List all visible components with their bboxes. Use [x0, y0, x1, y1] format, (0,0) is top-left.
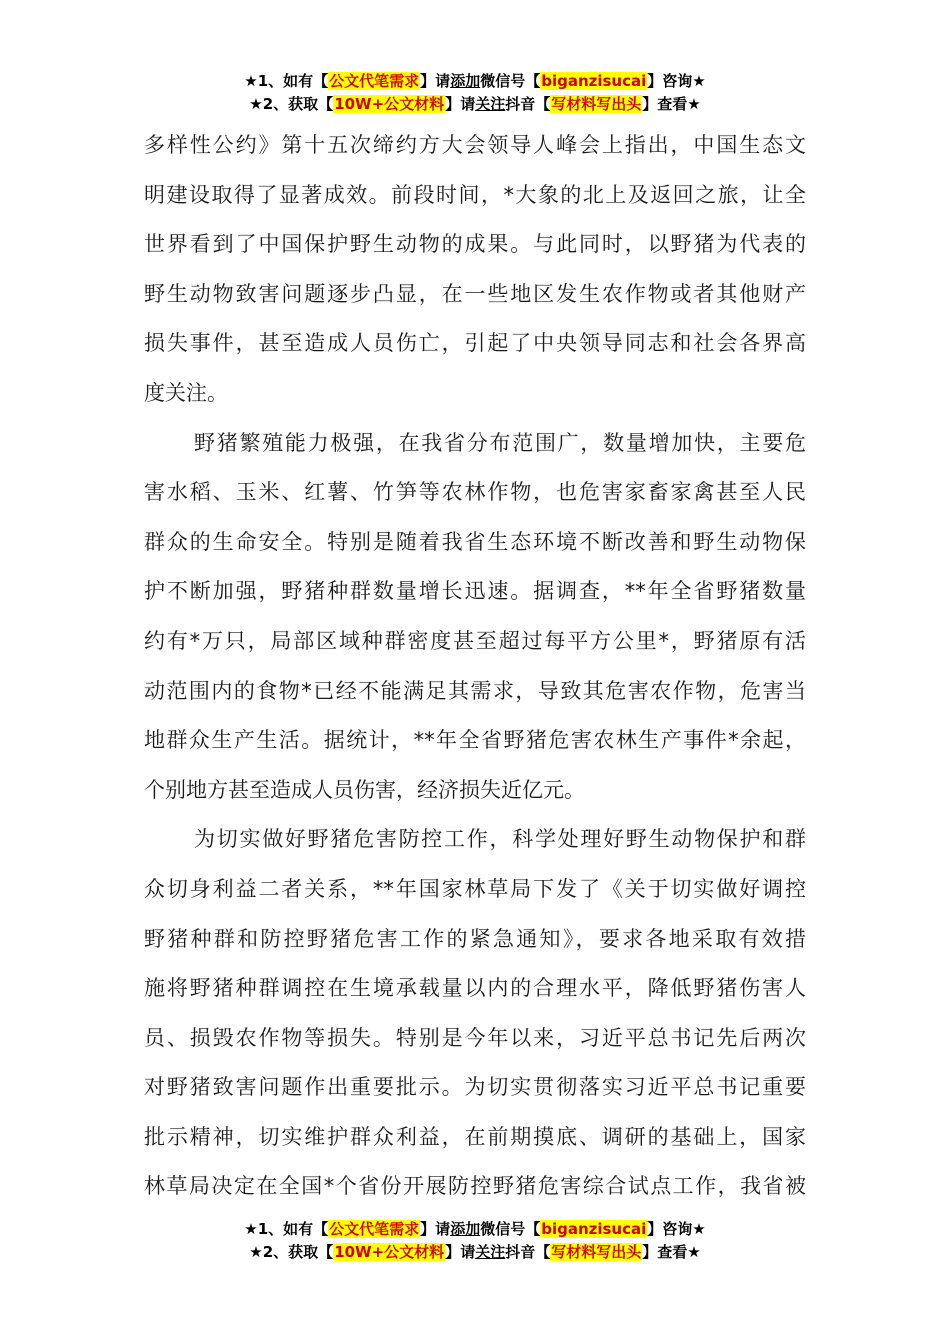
text-line: 野猪繁殖能力极强，在我省分布范围广，数量增加快，主要危	[194, 430, 806, 455]
promo-highlight: 公文代笔需求	[329, 1220, 420, 1238]
promo-line-2: ★2、获取【10W+公文材料】请关注抖音【写材料写出头】查看★	[249, 95, 701, 113]
text-line: 明建设取得了显著成效。前段时间，*大象的北上及返回之旅，让全	[144, 182, 806, 207]
document-body	[144, 121, 806, 1212]
wechat-id: biganzisucai	[541, 72, 647, 90]
text-line: 批示精神，切实维护群众利益，在前期摸底、调研的基础上，国家	[144, 1124, 806, 1149]
text-line: 度关注。	[144, 380, 228, 405]
footer-promo-banner	[0, 1218, 950, 1264]
text-line: 多样性公约》第十五次缔约方大会领导人峰会上指出，中国生态文	[144, 133, 806, 157]
text-line: 对野猪致害问题作出重要批示。为切实贯彻落实习近平总书记重要	[144, 1075, 806, 1100]
douyin-id: 写材料写出头	[551, 95, 642, 113]
promo-line-1: ★1、如有【公文代笔需求】请添加微信号【biganzisucai】咨询★	[244, 72, 706, 90]
douyin-id: 写材料写出头	[551, 1243, 642, 1261]
text-line: 林草局决定在全国*个省份开展防控野猪危害综合试点工作，我省被	[144, 1174, 806, 1199]
text-line: 约有*万只，局部区域种群密度甚至超过每平方公里*，野猪原有活	[144, 628, 806, 653]
text-line: 野猪种群和防控野猪危害工作的紧急通知》，要求各地采取有效措	[144, 926, 806, 951]
text-line: 损失事件，甚至造成人员伤亡，引起了中央领导同志和社会各界高	[144, 331, 806, 356]
text-line: 群众的生命安全。特别是随着我省生态环境不断改善和野生动物保	[144, 529, 806, 554]
text-line: 为切实做好野猪危害防控工作，科学处理好野生动物保护和群	[194, 827, 806, 852]
text-line: 护不断加强，野猪种群数量增长迅速。据调查，**年全省野猪数量	[144, 579, 806, 604]
promo-highlight: 公文代笔需求	[329, 72, 420, 90]
text-line: 员、损毁农作物等损失。特别是今年以来，习近平总书记先后两次	[144, 1025, 806, 1050]
text-line: 世界看到了中国保护野生动物的成果。与此同时，以野猪为代表的	[144, 232, 806, 257]
header-promo-banner	[0, 70, 950, 116]
text-line: 害水稻、玉米、红薯、竹笋等农林作物，也危害家畜家禽甚至人民	[144, 480, 806, 505]
text-line: 众切身利益二者关系，**年国家林草局下发了《关于切实做好调控	[144, 876, 806, 901]
promo-line-1: ★1、如有【公文代笔需求】请添加微信号【biganzisucai】咨询★	[244, 1220, 706, 1238]
text-line: 施将野猪种群调控在生境承载量以内的合理水平，降低野猪伤害人	[144, 976, 806, 1001]
promo-highlight: 10W+公文材料	[334, 95, 445, 113]
promo-line-2: ★2、获取【10W+公文材料】请关注抖音【写材料写出头】查看★	[249, 1243, 701, 1261]
text-line: 动范围内的食物*已经不能满足其需求，导致其危害农作物，危害当	[144, 678, 806, 703]
text-line: 野生动物致害问题逐步凸显，在一些地区发生农作物或者其他财产	[144, 281, 806, 306]
promo-highlight: 10W+公文材料	[334, 1243, 445, 1261]
wechat-id: biganzisucai	[541, 1220, 647, 1238]
text-line: 个别地方甚至造成人员伤害，经济损失近亿元。	[144, 777, 585, 802]
text-line: 地群众生产生活。据统计，**年全省野猪危害农林生产事件*余起，	[144, 728, 806, 753]
